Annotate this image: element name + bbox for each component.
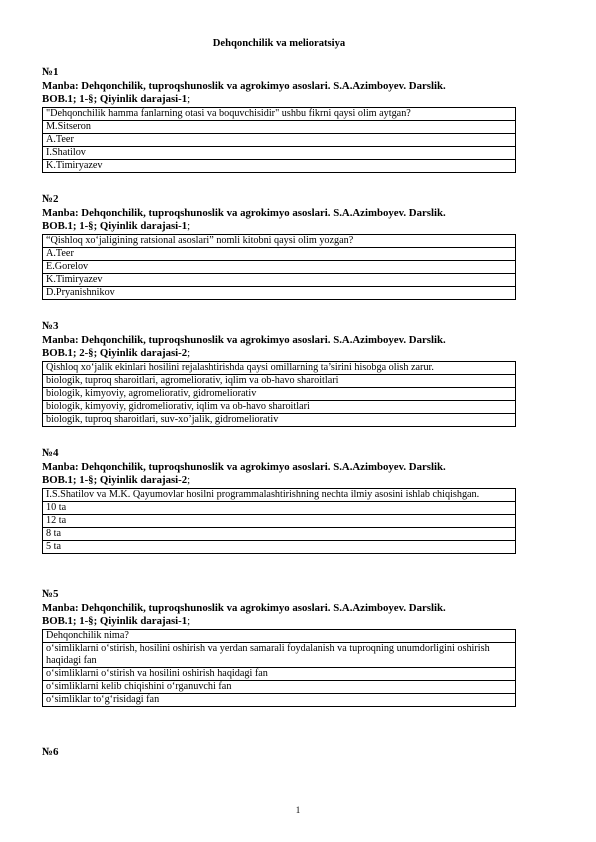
answer-table xyxy=(42,107,516,173)
question-source xyxy=(42,334,516,360)
question-source xyxy=(42,461,516,487)
answer-option: biologik, kimyoviy, gidromeliorativ, iqlim va ob-havo sharoitlari xyxy=(43,401,516,414)
source-reference-end: ; xyxy=(187,347,191,359)
answer-option: 5 ta xyxy=(43,541,516,554)
source-reference-end: ; xyxy=(187,220,191,232)
source-reference: BOB.1; 1-§; Qiyinlik darajasi-1 xyxy=(42,220,188,232)
answer-option: o‘simliklar to‘g‘risidagi fan xyxy=(43,694,516,707)
answer-option: A.Teer xyxy=(43,134,516,147)
question-number: №6 xyxy=(42,746,59,758)
question-source xyxy=(42,207,516,233)
answer-table xyxy=(42,488,516,554)
question-number: №2 xyxy=(42,193,59,205)
question-text: I.S.Shatilov va M.K. Qayumovlar hosilni programmalashtirishning nechta ilmiy asosini ishlab chiqishgan. xyxy=(43,489,516,502)
source-reference: BOB.1; 1-§; Qiyinlik darajasi-2 xyxy=(42,474,188,486)
answer-option: 12 ta xyxy=(43,515,516,528)
source-text: Manba: Dehqonchilik, tuproqshunoslik va agrokimyo asoslari. S.A.Azimboyev. Darslik. xyxy=(42,461,446,473)
answer-option: M.Sitseron xyxy=(43,121,516,134)
question-block xyxy=(42,447,516,554)
answer-option: o‘simliklarni o‘stirish va hosilini oshirish haqidagi fan xyxy=(43,668,516,681)
source-reference-end: ; xyxy=(187,93,191,105)
page-number: 1 xyxy=(295,805,301,815)
question-block xyxy=(42,588,516,707)
answer-option: biologik, kimyoviy, agromeliorativ, gidromeliorativ xyxy=(43,388,516,401)
question-number: №4 xyxy=(42,447,59,459)
source-text: Manba: Dehqonchilik, tuproqshunoslik va agrokimyo asoslari. S.A.Azimboyev. Darslik. xyxy=(42,207,446,219)
question-text: “Qishloq xo‘jaligining ratsional asoslari” nomli kitobni qaysi olim yozgan? xyxy=(43,235,516,248)
answer-option: K.Timiryazev xyxy=(43,274,516,287)
question-number: №3 xyxy=(42,320,59,332)
answer-option: o‘simliklarni o‘stirish, hosilini oshirish va yerdan samarali foydalanish va tuproqning unumdorligini oshirish haqidagi fan xyxy=(43,643,516,668)
answer-option: 10 ta xyxy=(43,502,516,515)
answer-table xyxy=(42,234,516,300)
document-title: Dehqonchilik va melioratsiya xyxy=(212,38,346,49)
answer-option: A.Teer xyxy=(43,248,516,261)
source-text: Manba: Dehqonchilik, tuproqshunoslik va agrokimyo asoslari. S.A.Azimboyev. Darslik. xyxy=(42,334,446,346)
question-number: №5 xyxy=(42,588,59,600)
source-reference-end: ; xyxy=(187,615,191,627)
question-block xyxy=(42,746,516,759)
answer-option: 8 ta xyxy=(43,528,516,541)
answer-option: K.Timiryazev xyxy=(43,160,516,173)
source-text: Manba: Dehqonchilik, tuproqshunoslik va agrokimyo asoslari. S.A.Azimboyev. Darslik. xyxy=(42,80,446,92)
answer-option: E.Gorelov xyxy=(43,261,516,274)
question-text: Dehqonchilik nima? xyxy=(43,630,516,643)
question-number: №1 xyxy=(42,66,59,78)
source-reference: BOB.1; 2-§; Qiyinlik darajasi-2 xyxy=(42,347,188,359)
answer-option: biologik, tuproq sharoitlari, suv-xo’jalik, gidromeliorativ xyxy=(43,414,516,427)
question-text: Qishloq xo‘jalik ekinlari hosilini rejalashtirishda qaysi omillarning ta’sirini hisobga olish zarur. xyxy=(43,362,516,375)
question-text: "Dehqonchilik hamma fanlarning otasi va boquvchisidir" ushbu fikrni qaysi olim aytgan? xyxy=(43,108,516,121)
answer-option: biologik, tuproq sharoitlari, agromeliorativ, iqlim va ob-havo sharoitlari xyxy=(43,375,516,388)
source-reference: BOB.1; 1-§; Qiyinlik darajasi-1 xyxy=(42,615,188,627)
answer-option: o‘simliklarni kelib chiqishini o‘rganuvchi fan xyxy=(43,681,516,694)
question-source xyxy=(42,80,516,106)
source-reference: BOB.1; 1-§; Qiyinlik darajasi-1 xyxy=(42,93,188,105)
answer-option: I.Shatilov xyxy=(43,147,516,160)
answer-option: D.Pryanishnikov xyxy=(43,287,516,300)
question-block xyxy=(42,193,516,300)
question-block xyxy=(42,66,516,173)
source-reference-end: ; xyxy=(187,474,191,486)
answer-table xyxy=(42,629,516,707)
source-text: Manba: Dehqonchilik, tuproqshunoslik va agrokimyo asoslari. S.A.Azimboyev. Darslik. xyxy=(42,602,446,614)
answer-table xyxy=(42,361,516,427)
question-block xyxy=(42,320,516,427)
question-source xyxy=(42,602,516,628)
